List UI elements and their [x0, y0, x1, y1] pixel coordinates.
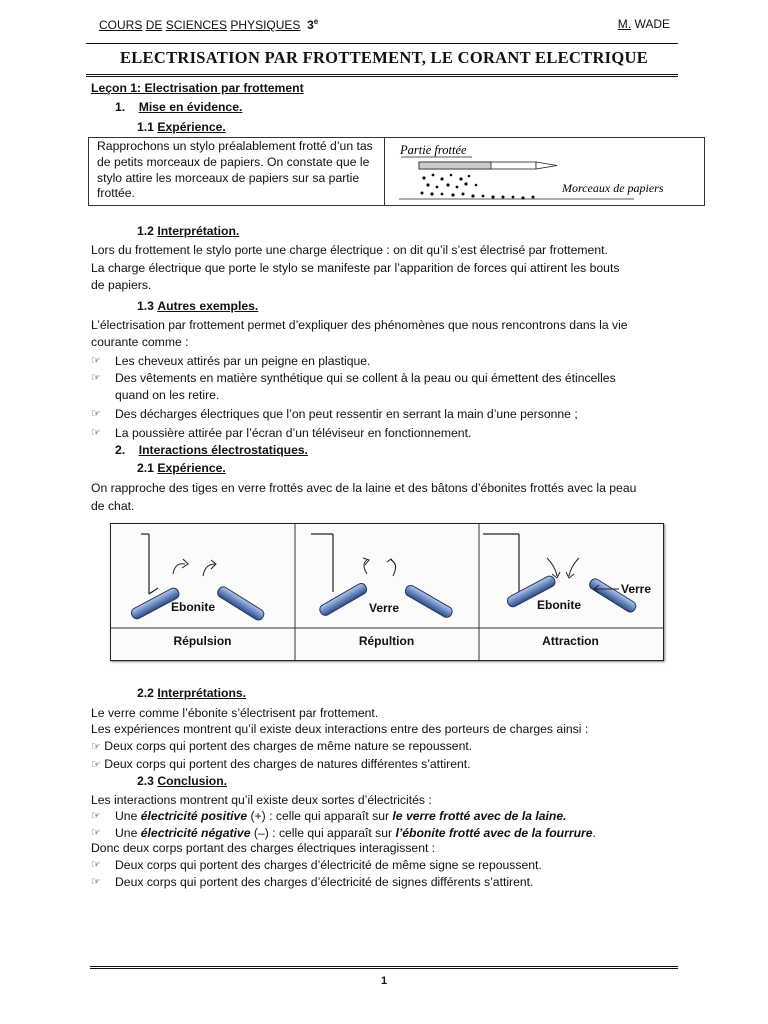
footer-rule [90, 966, 678, 969]
pointing-hand-icon: ☞ [91, 408, 101, 420]
section-title: Autres exemples. [157, 299, 259, 313]
section-2-1-heading [137, 460, 737, 478]
section-title: Conclusion. [157, 774, 228, 788]
rod-label-ebonite: Ebonite [537, 598, 581, 612]
section-title: Mise en évidence. [138, 100, 243, 114]
page-number: 1 [380, 975, 388, 987]
paragraph: Le verre comme l’ébonite s’électrisent par frottement. [91, 706, 379, 720]
paragraph: de chat. [91, 499, 135, 513]
pen-figure [89, 138, 704, 205]
paragraph: courante comme : [91, 335, 189, 349]
section-2-3-heading [137, 773, 737, 791]
pointing-hand-icon: ☞ [91, 827, 101, 839]
pointing-hand-icon: ☞ [91, 810, 101, 822]
header-level-sup: e [313, 17, 319, 26]
author-name: WADE [634, 17, 670, 31]
title-rule [86, 74, 678, 77]
pointing-hand-icon: ☞ [91, 859, 101, 871]
section-title: Expérience. [157, 461, 226, 475]
section-title: Interprétations. [157, 686, 247, 700]
list-item: ☞ Deux corps qui portent des charges de natures différentes s’attirent. [91, 757, 471, 771]
section-num: 1.2 [137, 224, 154, 238]
paragraph: Lors du frottement le stylo porte une charge électrique : on dit qu’il s’est électrisé par frottement. [91, 243, 608, 257]
author-initial: M. [617, 17, 632, 31]
section-num: 1.1 [137, 120, 154, 134]
header-de: DE [145, 18, 163, 32]
page-title: ELECTRISATION PAR FROTTEMENT, LE CORANT ELECTRIQUE [119, 48, 649, 67]
section-title: Interactions électrostatiques. [138, 443, 309, 457]
paragraph: On rapproche des tiges en verre frottés avec de la laine et des bâtons d’ébonites frottés avec la peau [91, 481, 637, 495]
section-num: 1.3 [137, 299, 154, 313]
header-level: 3 [307, 18, 314, 32]
section-2-2-heading [137, 685, 737, 703]
course-header [99, 17, 318, 32]
header-physiques: PHYSIQUES [230, 18, 301, 32]
section-title: Interprétation. [157, 224, 240, 238]
author-header [618, 17, 670, 31]
interaction-figure [110, 523, 664, 661]
rod-label-verre: Verre [369, 601, 400, 615]
header-rule [86, 43, 678, 44]
section-1-1-heading [137, 119, 737, 137]
pointing-hand-icon: ☞ [91, 876, 101, 888]
pointing-hand-icon: ☞ [91, 427, 101, 439]
section-1-3-heading [137, 298, 737, 316]
paragraph: Les expériences montrent qu’il existe deux interactions entre des porteurs de charges ainsi : [91, 722, 589, 736]
paper-pieces [421, 174, 535, 200]
section-num: 2. [115, 443, 126, 457]
paragraph: L’électrisation par frottement permet d’expliquer des phénomènes que nous rencontrons dans la vie [91, 318, 628, 332]
section-1-heading [115, 99, 715, 117]
section-title: Expérience. [157, 120, 226, 134]
section-num: 2.2 [137, 686, 154, 700]
experiment-text: Rapprochons un stylo préalablement frotté d’un tas de petits morceaux de papiers. On constate que le stylo attire les morceaux de papiers sur sa partie frottée. [97, 139, 373, 201]
label-rubbed-part: Partie frottée [400, 143, 467, 157]
experiment-box [88, 137, 705, 206]
section-1-2-heading [137, 223, 737, 241]
panel-caption: Répulsion [173, 634, 232, 648]
rod-label-verre: Verre [621, 582, 652, 596]
header-sciences: SCIENCES [165, 18, 228, 32]
section-2-heading [115, 442, 715, 460]
pointing-hand-icon: ☞ [91, 355, 101, 367]
paragraph: La charge électrique que porte le stylo se manifeste par l’apparition de forces qui attirent les bouts [91, 261, 620, 275]
section-num: 2.3 [137, 774, 154, 788]
paragraph: Donc deux corps portant des charges électriques interagissent : [91, 841, 436, 855]
section-num: 2.1 [137, 461, 154, 475]
pointing-hand-icon: ☞ [91, 372, 101, 384]
label-paper-pieces: Morceaux de papiers [562, 181, 664, 195]
pointing-hand-icon: ☞ [91, 759, 101, 771]
panel-caption: Répultion [358, 634, 415, 648]
list-item: ☞ Deux corps qui portent des charges de même nature se repoussent. [91, 739, 473, 753]
pointing-hand-icon: ☞ [91, 741, 101, 753]
rod-label-ebonite: Ebonite [171, 600, 215, 614]
lesson-title: Leçon 1: Electrisation par frottement [91, 81, 304, 95]
paragraph: de papiers. [91, 278, 152, 292]
section-num: 1. [115, 100, 126, 114]
header-cours: COURS [99, 18, 143, 32]
paragraph: Les interactions montrent qu’il existe deux sortes d’électricités : [91, 793, 432, 807]
panel-caption: Attraction [542, 634, 599, 648]
pen-shape [419, 162, 557, 169]
